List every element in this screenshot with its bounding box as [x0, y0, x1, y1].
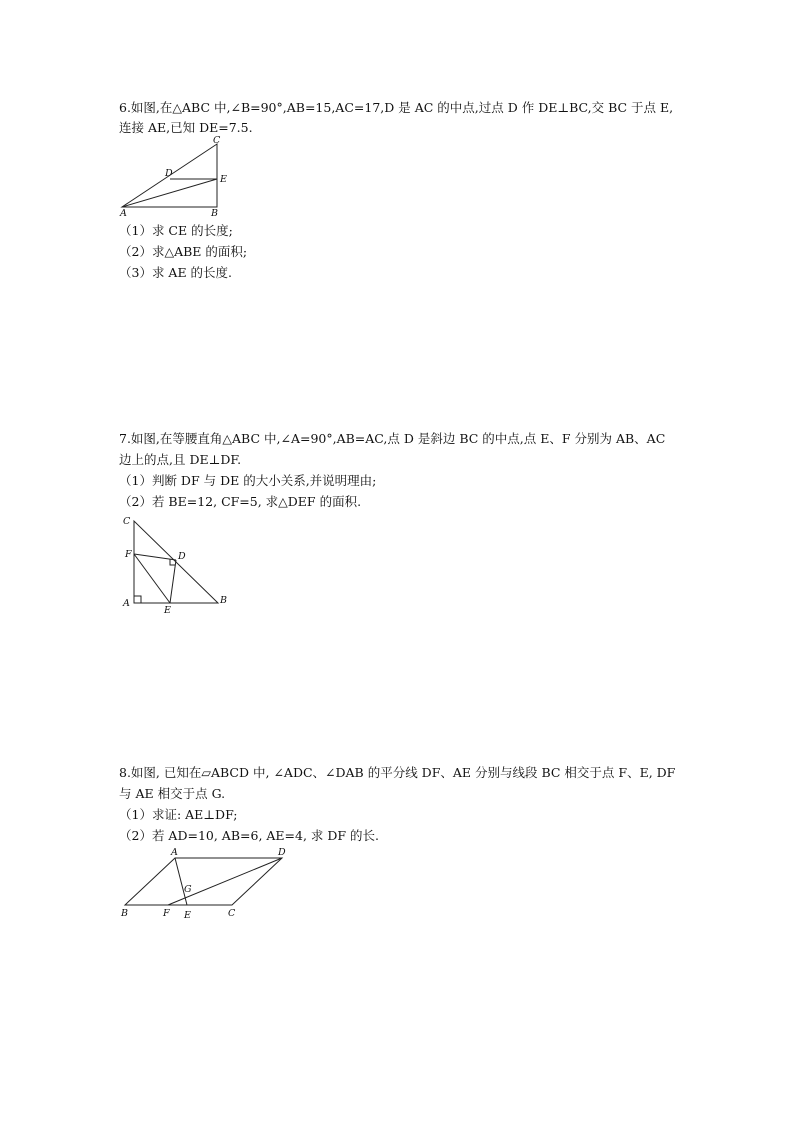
problem-6-statement-line-1: 6.如图,在△ABC 中,∠B=90°,AB=15,AC=17,D 是 AC 的中点,过点 D 作 DE⊥BC,交 BC 于点 E, [119, 100, 674, 115]
problem-6-question-3: （3）求 AE 的长度. [119, 265, 233, 280]
problem-8-statement-line-2: 与 AE 相交于点 G. [119, 786, 226, 801]
problem-7-question-2: （2）若 BE=12, CF=5, 求△DEF 的面积. [119, 494, 362, 509]
label-d: D [165, 168, 173, 179]
problem-7-statement-line-1: 7.如图,在等腰直角△ABC 中,∠A=90°,AB=AC,点 D 是斜边 BC 的中点,点 E、F 分别为 AB、AC [119, 431, 666, 446]
right-angle-mark-a [134, 596, 141, 603]
parallelogram-abcd [125, 858, 282, 905]
label-d: D [178, 551, 186, 562]
problem-6-question-1: （1）求 CE 的长度; [119, 223, 233, 238]
label-a: A [123, 598, 130, 609]
label-b: B [220, 595, 227, 606]
problem-6-question-2: （2）求△ABE 的面积; [119, 244, 248, 259]
label-a: A [171, 847, 178, 858]
segment-ae [122, 179, 217, 207]
problem-8-question-2: （2）若 AD=10, AB=6, AE=4, 求 DF 的长. [119, 828, 380, 843]
problem-7-figure [118, 512, 238, 618]
segment-df [168, 858, 282, 905]
label-b: B [211, 208, 218, 219]
label-g: G [184, 884, 192, 895]
label-c: C [213, 135, 221, 146]
problem-7-question-1: （1）判断 DF 与 DE 的大小关系,并说明理由; [119, 473, 377, 488]
segment-de [170, 560, 176, 603]
problem-8-question-1: （1）求证: AE⊥DF; [119, 807, 238, 822]
label-e: E [184, 910, 191, 921]
problem-8-figure [118, 847, 298, 926]
label-b: B [121, 908, 128, 919]
problem-6-statement-line-2: 连接 AE,已知 DE=7.5. [119, 120, 253, 135]
label-e: E [220, 174, 227, 185]
problem-7-statement-line-2: 边上的点,且 DE⊥DF. [119, 452, 242, 467]
label-e: E [164, 605, 171, 616]
problem-6-figure [110, 136, 250, 224]
label-f: F [125, 549, 132, 560]
label-a: A [120, 208, 127, 219]
label-d: D [278, 847, 286, 858]
problem-8-statement-line-1: 8.如图, 已知在▱ABCD 中, ∠ADC、∠DAB 的平分线 DF、AE 分别与线段 BC 相交于点 F、E, DF [119, 765, 676, 780]
label-c: C [123, 516, 131, 527]
label-f: F [163, 908, 170, 919]
label-c: C [228, 908, 236, 919]
